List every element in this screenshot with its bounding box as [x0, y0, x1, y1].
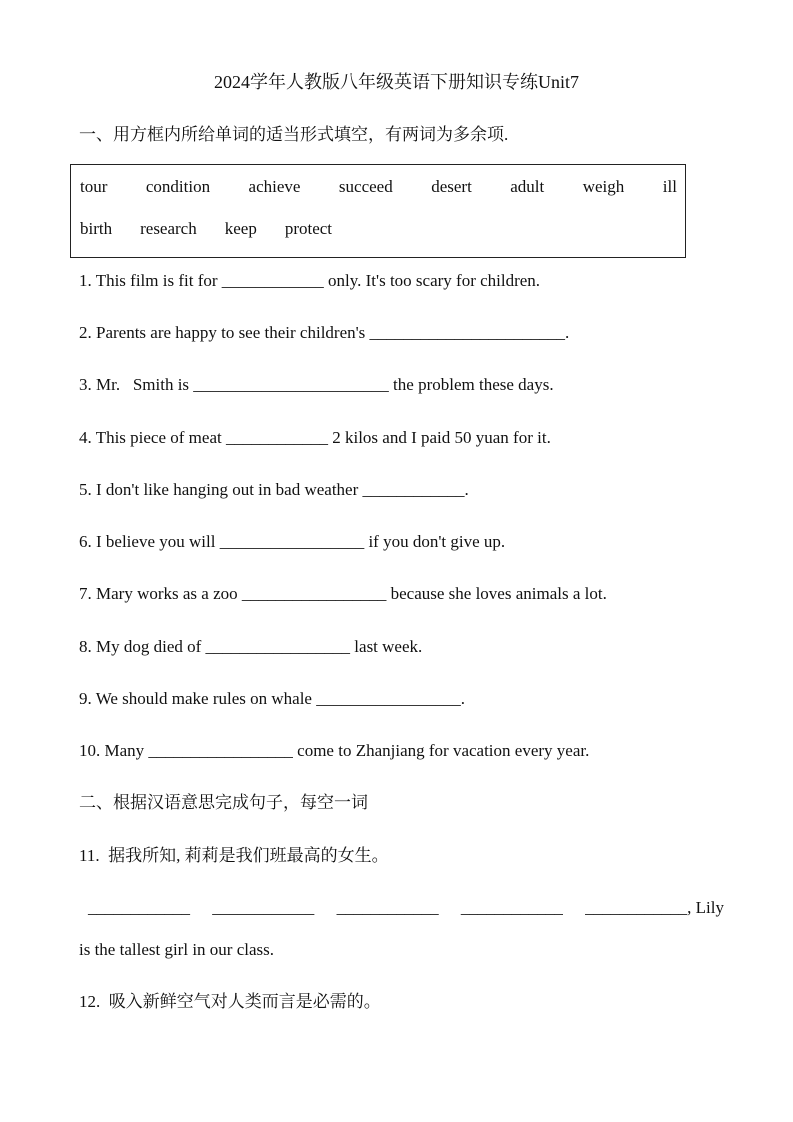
word-bank-item: adult [510, 177, 545, 196]
question-1: 1. This film is fit for ____________ only. It's too scary for children. [79, 271, 541, 290]
answer-blank: ____________, Lily [585, 898, 724, 917]
answer-blank: ____________ [212, 898, 315, 917]
question-8: 8. My dog died of _________________ last week. [79, 637, 423, 656]
question-11-prompt: 11. 据我所知, 莉莉是我们班最高的女生。 [79, 846, 389, 865]
word-bank-item: achieve [248, 177, 301, 196]
word-bank-item: weigh [582, 177, 625, 196]
word-bank-item: protect [284, 219, 333, 238]
word-bank-box [70, 164, 686, 258]
word-bank-item: desert [431, 177, 472, 196]
word-bank-item: condition [145, 177, 211, 196]
question-4: 4. This piece of meat ____________ 2 kilos and I paid 50 yuan for it. [79, 428, 551, 447]
word-bank-item: ill [662, 177, 677, 196]
question-12-prompt: 12. 吸入新鲜空气对人类而言是必需的。 [79, 992, 381, 1011]
question-2: 2. Parents are happy to see their children's _______________________. [79, 323, 570, 342]
word-bank-item: keep [224, 219, 257, 238]
section-1-heading: 一、用方框内所给单词的适当形式填空，有两词为多余项. [79, 125, 509, 144]
question-11-continuation: is the tallest girl in our class. [79, 940, 274, 959]
answer-blank: ____________ [460, 898, 563, 917]
question-10: 10. Many _________________ come to Zhanjiang for vacation every year. [79, 741, 590, 760]
word-bank-row-1 [80, 176, 677, 198]
answer-blank: ____________ [88, 898, 190, 917]
word-bank-item: succeed [338, 177, 393, 196]
answer-blank: ____________ [336, 898, 439, 917]
question-11-blanks [88, 897, 724, 919]
question-5: 5. I don't like hanging out in bad weather ____________. [79, 480, 469, 499]
question-7: 7. Mary works as a zoo _________________ because she loves animals a lot. [79, 584, 607, 603]
page-title: 2024学年人教版八年级英语下册知识专练Unit7 [214, 72, 579, 92]
word-bank-row-2 [80, 218, 677, 240]
question-3: 3. Mr. Smith is _______________________ the problem these days. [79, 375, 554, 394]
question-6: 6. I believe you will _________________ if you don't give up. [79, 532, 506, 551]
word-bank-item: birth [80, 219, 113, 238]
question-9: 9. We should make rules on whale _________________. [79, 689, 465, 708]
word-bank-item: tour [80, 177, 108, 196]
section-2-heading: 二、根据汉语意思完成句子，每空一词 [79, 793, 368, 812]
word-bank-item: research [140, 219, 197, 238]
